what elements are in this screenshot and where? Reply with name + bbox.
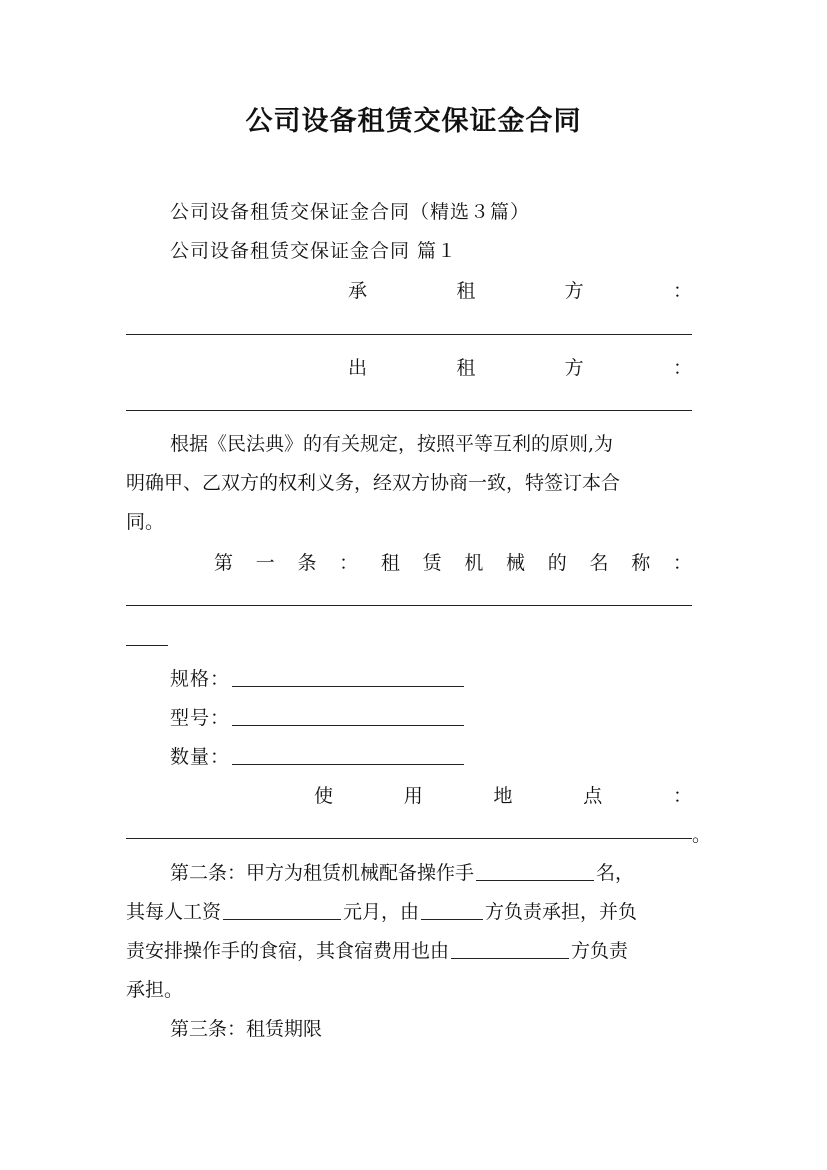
lessor-blank-line bbox=[126, 410, 692, 411]
lessee-char: 承 bbox=[348, 280, 368, 302]
article-1-char: 械 bbox=[506, 552, 526, 574]
part-heading: 公司设备租赁交保证金合同 篇１ bbox=[170, 240, 458, 262]
location-char: 使 bbox=[314, 785, 334, 807]
article-1-char: 的 bbox=[547, 552, 567, 574]
location-char: 地 bbox=[493, 785, 513, 807]
document-title: 公司设备租赁交保证金合同 bbox=[245, 106, 582, 137]
model-blank bbox=[232, 707, 464, 726]
operator-count-blank bbox=[476, 862, 594, 881]
location-char: 点 bbox=[583, 785, 603, 807]
article-1-heading bbox=[214, 550, 692, 576]
article-2-text: 元月，由 bbox=[343, 901, 420, 923]
article-2-text: 第二条：甲方为租赁机械配备操作手 bbox=[170, 862, 475, 884]
article-2-text: 方负责承担，并负 bbox=[485, 901, 638, 923]
wage-blank bbox=[223, 901, 341, 920]
article-2-line-3 bbox=[126, 938, 700, 964]
location-period: 。 bbox=[692, 824, 712, 846]
lessor-label bbox=[348, 355, 692, 381]
lessee-char: 方 bbox=[564, 280, 584, 302]
article-1-char: 赁 bbox=[422, 552, 442, 574]
machine-name-blank-line-cont bbox=[126, 645, 168, 646]
article-2-text: 方负责 bbox=[571, 940, 629, 962]
lessor-char: ： bbox=[672, 357, 692, 379]
intro-text: 根据《民法典》的有关规定，按照平等互利的原则,为 bbox=[170, 433, 614, 455]
article-2-text: 其每人工资 bbox=[126, 901, 222, 923]
article-1-char: 租 bbox=[380, 552, 400, 574]
lessee-char: 租 bbox=[456, 280, 476, 302]
spec-blank bbox=[232, 668, 464, 687]
article-1-char: 条 bbox=[297, 552, 317, 574]
article-1-char: 一 bbox=[255, 552, 275, 574]
spec-label: 规格： bbox=[170, 668, 231, 690]
article-1-char: ： bbox=[339, 552, 359, 574]
location-char: 用 bbox=[403, 785, 423, 807]
article-2-text: 名， bbox=[596, 862, 635, 884]
model-row bbox=[170, 705, 706, 731]
lessor-char: 出 bbox=[348, 357, 368, 379]
article-1-char: 机 bbox=[464, 552, 484, 574]
lessee-blank-line bbox=[126, 334, 692, 335]
wage-party-blank bbox=[421, 901, 483, 920]
article-1-char: ： bbox=[672, 552, 692, 574]
article-2-line-1 bbox=[170, 860, 700, 886]
article-3-heading: 第三条：租赁期限 bbox=[170, 1018, 323, 1040]
spec-row bbox=[170, 666, 706, 692]
intro-line-2: 明确甲、乙双方的权利义务，经双方协商一致，特签订本合 bbox=[126, 472, 621, 494]
qty-blank bbox=[232, 746, 464, 765]
lessor-char: 方 bbox=[564, 357, 584, 379]
article-1-char: 称 bbox=[631, 552, 651, 574]
qty-label: 数量： bbox=[170, 746, 231, 768]
lessor-char: 租 bbox=[456, 357, 476, 379]
subtitle: 公司设备租赁交保证金合同（精选３篇） bbox=[170, 201, 531, 223]
article-2-text: 责安排操作手的食宿，其食宿费用也由 bbox=[126, 940, 450, 962]
qty-row bbox=[170, 744, 706, 770]
article-2-line-2 bbox=[126, 899, 700, 925]
location-char: ： bbox=[672, 785, 692, 807]
location-blank-line bbox=[126, 838, 692, 839]
intro-line-3: 同。 bbox=[126, 511, 165, 533]
intro-line-1 bbox=[170, 431, 700, 457]
lodging-party-blank bbox=[451, 940, 569, 959]
article-1-char: 第 bbox=[214, 552, 234, 574]
article-2-line-4: 承担。 bbox=[126, 979, 184, 1001]
model-label: 型号： bbox=[170, 707, 231, 729]
machine-name-blank-line bbox=[126, 605, 692, 606]
lessee-char: ： bbox=[672, 280, 692, 302]
lessee-label bbox=[348, 278, 692, 304]
article-1-char: 名 bbox=[589, 552, 609, 574]
location-label bbox=[314, 783, 692, 809]
